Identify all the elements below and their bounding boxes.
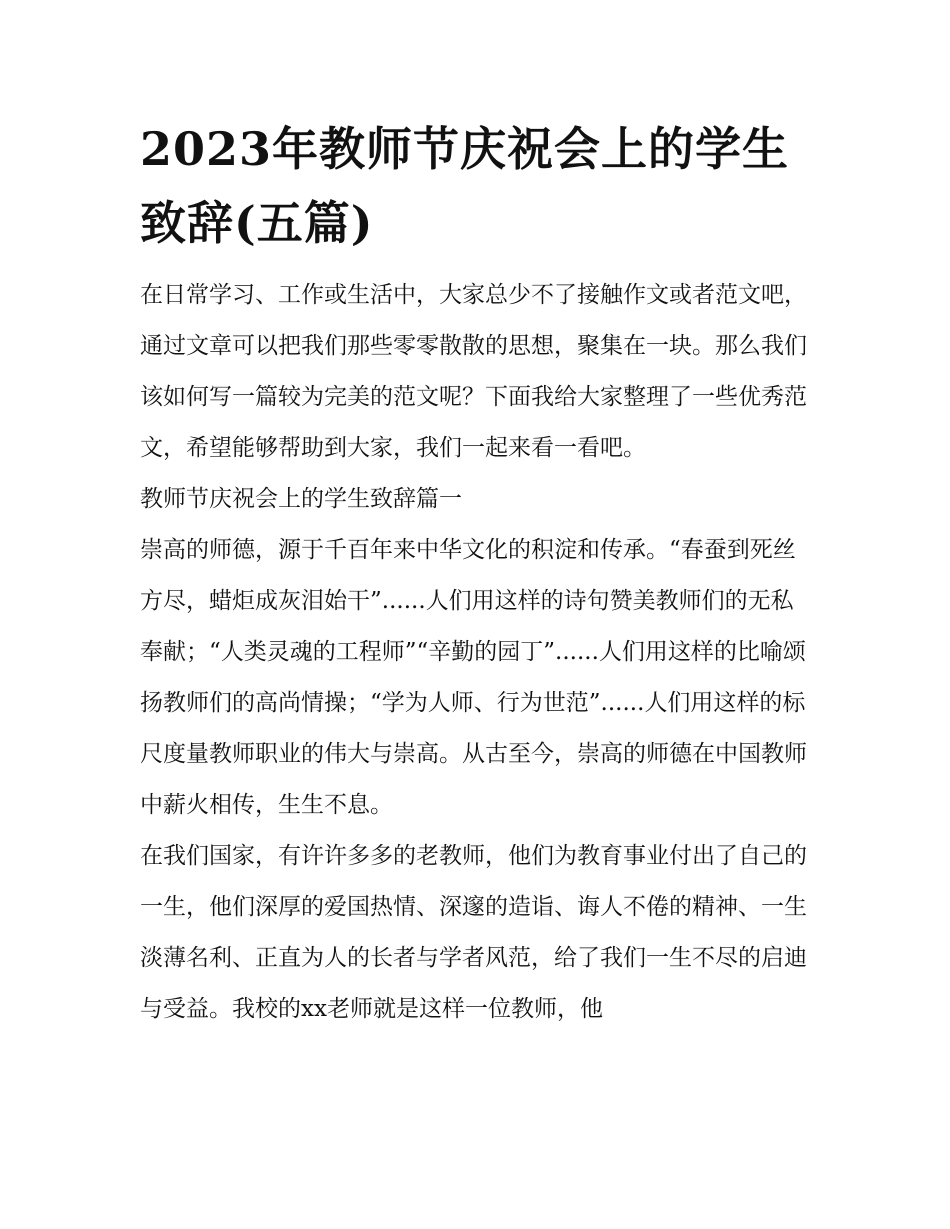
body-paragraph-2: 在我们国家，有许许多多的老教师，他们为教育事业付出了自己的一生，他们深厚的爱国热情、深邃的造诣、诲人不倦的精神、一生淡薄名利、正直为人的长者与学者风范，给了我们一生不尽的启迪与受益。我校的xx老师就是这样一位教师，他 — [140, 843, 807, 1022]
document-title: 2023年教师节庆祝会上的学生致辞(五篇) — [140, 122, 790, 250]
section-heading: 教师节庆祝会上的学生致辞篇一 — [140, 486, 462, 512]
body-paragraph-1: 崇高的师德，源于千百年来中华文化的积淀和传承。“春蚕到死丝方尽，蜡炬成灰泪始干”......人们用这样的诗句赞美教师们的无私奉献；“人类灵魂的工程师”“辛勤的园丁”......人们用这样的比喻颂扬教师们的高尚情操；“学为人师、行为世范”......人们用这样的标尺度量教师职业的伟大与崇高。从古至今，崇高的师德在中国教师中薪火相传，生生不息。 — [140, 537, 807, 818]
document-body — [140, 112, 812, 1035]
intro-paragraph: 在日常学习、工作或生活中，大家总少不了接触作文或者范文吧，通过文章可以把我们那些零零散散的思想，聚集在一块。那么我们该如何写一篇较为完美的范文呢？下面我给大家整理了一些优秀范文，希望能够帮助到大家，我们一起来看一看吧。 — [140, 282, 807, 461]
